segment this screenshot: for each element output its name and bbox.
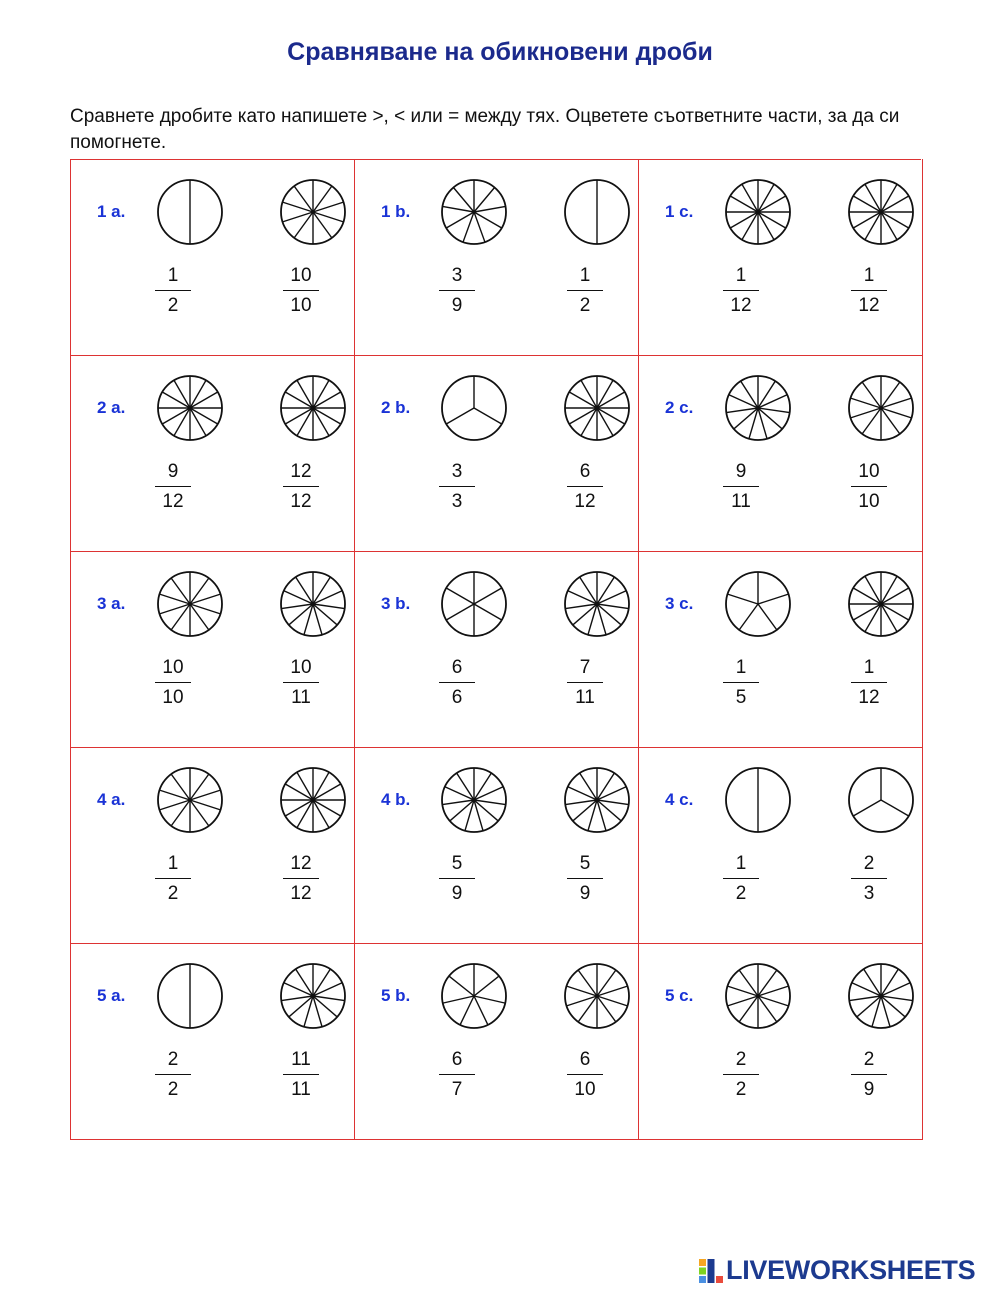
- numerator: 3: [451, 461, 463, 482]
- exercise-cell: [638, 159, 923, 356]
- denominator: 12: [290, 883, 312, 904]
- numerator: 1: [735, 853, 747, 874]
- left-fraction: [148, 657, 198, 709]
- fraction-bar: [155, 486, 191, 487]
- right-fraction: [276, 657, 326, 709]
- fraction-bar: [155, 1074, 191, 1075]
- denominator: 11: [575, 687, 595, 708]
- right-fraction: [844, 461, 894, 513]
- left-circle-svg[interactable]: [724, 962, 792, 1030]
- exercise-label: 3 c.: [665, 594, 694, 613]
- right-circle-svg[interactable]: [847, 374, 915, 442]
- left-fraction: [716, 265, 766, 317]
- fraction-bar: [283, 1074, 319, 1075]
- right-fraction: [276, 1049, 326, 1101]
- exercise-label: 4 a.: [97, 790, 126, 809]
- numerator: 10: [858, 461, 880, 482]
- fraction-bar: [567, 682, 603, 683]
- denominator: 9: [863, 1079, 875, 1100]
- exercise-cell: [70, 551, 355, 748]
- denominator: 2: [167, 1079, 179, 1100]
- right-fraction-circle[interactable]: [279, 570, 347, 638]
- left-circle-svg[interactable]: [156, 570, 224, 638]
- right-fraction: [276, 853, 326, 905]
- fraction-bar: [439, 290, 475, 291]
- fraction-bar: [567, 486, 603, 487]
- numerator: 12: [290, 461, 312, 482]
- exercise-cell: [638, 551, 923, 748]
- denominator: 5: [735, 687, 747, 708]
- instructions: Сравнете дробите като напишете >, < или = между тях. Оцветете съответните части, за да си помогнете.: [70, 106, 900, 153]
- liveworksheets-logo: [698, 1253, 998, 1289]
- left-circle-svg[interactable]: [724, 178, 792, 246]
- right-fraction: [844, 657, 894, 709]
- exercise-cell: [70, 943, 355, 1140]
- left-fraction: [432, 1049, 482, 1101]
- denominator: 12: [730, 295, 752, 316]
- left-fraction-circle[interactable]: [724, 374, 792, 442]
- fraction-bar: [851, 878, 887, 879]
- fraction-bar: [283, 878, 319, 879]
- fraction-bar: [283, 290, 319, 291]
- fraction-bar: [439, 682, 475, 683]
- numerator: 3: [451, 265, 463, 286]
- left-circle-svg[interactable]: [724, 570, 792, 638]
- right-fraction: [844, 853, 894, 905]
- fraction-bar: [723, 1074, 759, 1075]
- exercise-label: 4 c.: [665, 790, 694, 809]
- right-fraction-circle[interactable]: [563, 570, 631, 638]
- right-fraction-circle[interactable]: [847, 766, 915, 834]
- right-circle-svg[interactable]: [563, 962, 631, 1030]
- right-fraction-circle[interactable]: [847, 962, 915, 1030]
- left-fraction-circle[interactable]: [440, 178, 508, 246]
- denominator: 2: [735, 1079, 747, 1100]
- numerator: 1: [863, 265, 875, 286]
- right-fraction-circle[interactable]: [563, 178, 631, 246]
- numerator: 10: [290, 657, 312, 678]
- fraction-bar: [723, 486, 759, 487]
- right-circle-svg[interactable]: [279, 374, 347, 442]
- fraction-bar: [723, 682, 759, 683]
- left-fraction: [148, 1049, 198, 1101]
- numerator: 5: [451, 853, 463, 874]
- denominator: 12: [290, 491, 312, 512]
- denominator: 11: [291, 1079, 311, 1100]
- numerator: 1: [167, 853, 179, 874]
- right-fraction-circle[interactable]: [563, 374, 631, 442]
- left-fraction-circle[interactable]: [724, 766, 792, 834]
- left-circle-svg[interactable]: [440, 570, 508, 638]
- fraction-bar: [439, 1074, 475, 1075]
- right-circle-svg[interactable]: [279, 962, 347, 1030]
- left-fraction-circle[interactable]: [156, 374, 224, 442]
- left-fraction-circle[interactable]: [724, 178, 792, 246]
- denominator: 11: [731, 491, 751, 512]
- fraction-bar: [439, 486, 475, 487]
- left-fraction: [432, 265, 482, 317]
- right-fraction: [560, 1049, 610, 1101]
- left-fraction-circle[interactable]: [156, 766, 224, 834]
- denominator: 9: [451, 295, 463, 316]
- right-circle-svg[interactable]: [563, 766, 631, 834]
- left-fraction: [716, 461, 766, 513]
- denominator: 2: [579, 295, 591, 316]
- denominator: 3: [863, 883, 875, 904]
- left-circle-svg[interactable]: [724, 374, 792, 442]
- left-fraction-circle[interactable]: [156, 962, 224, 1030]
- exercise-label: 3 b.: [381, 594, 411, 613]
- exercise-label: 1 c.: [665, 202, 694, 221]
- right-fraction-circle[interactable]: [279, 374, 347, 442]
- denominator: 10: [574, 1079, 596, 1100]
- denominator: 10: [858, 491, 880, 512]
- left-fraction-circle[interactable]: [440, 374, 508, 442]
- numerator: 10: [162, 657, 184, 678]
- left-circle-svg[interactable]: [440, 766, 508, 834]
- numerator: 6: [451, 1049, 463, 1070]
- numerator: 9: [735, 461, 747, 482]
- exercise-label: 1 b.: [381, 202, 411, 221]
- fraction-bar: [851, 1074, 887, 1075]
- denominator: 9: [451, 883, 463, 904]
- left-circle-svg[interactable]: [156, 766, 224, 834]
- exercise-cell: [354, 159, 639, 356]
- numerator: 1: [863, 657, 875, 678]
- exercise-cell: [638, 747, 923, 944]
- exercise-label: 1 a.: [97, 202, 126, 221]
- denominator: 2: [167, 883, 179, 904]
- left-fraction-circle[interactable]: [440, 766, 508, 834]
- right-circle-svg[interactable]: [847, 962, 915, 1030]
- fraction-bar: [155, 682, 191, 683]
- fraction-bar: [283, 486, 319, 487]
- right-fraction-circle[interactable]: [847, 570, 915, 638]
- exercise-label: 5 b.: [381, 986, 411, 1005]
- fraction-bar: [723, 878, 759, 879]
- left-fraction: [432, 657, 482, 709]
- right-circle-svg[interactable]: [563, 178, 631, 246]
- denominator: 12: [858, 295, 880, 316]
- right-fraction: [844, 1049, 894, 1101]
- right-circle-svg[interactable]: [847, 766, 915, 834]
- numerator: 2: [167, 1049, 179, 1070]
- right-fraction-circle[interactable]: [279, 178, 347, 246]
- fraction-bar: [567, 878, 603, 879]
- left-fraction: [716, 657, 766, 709]
- fraction-bar: [439, 878, 475, 879]
- left-fraction-circle[interactable]: [156, 570, 224, 638]
- right-fraction-circle[interactable]: [563, 962, 631, 1030]
- left-circle-svg[interactable]: [440, 962, 508, 1030]
- exercise-label: 5 a.: [97, 986, 126, 1005]
- numerator: 6: [579, 461, 591, 482]
- exercise-label: 2 c.: [665, 398, 694, 417]
- fraction-bar: [567, 290, 603, 291]
- left-fraction-circle[interactable]: [724, 570, 792, 638]
- left-fraction-circle[interactable]: [156, 178, 224, 246]
- fraction-bar: [155, 878, 191, 879]
- left-circle-svg[interactable]: [724, 766, 792, 834]
- right-fraction: [560, 853, 610, 905]
- denominator: 12: [858, 687, 880, 708]
- exercise-cell: [354, 747, 639, 944]
- exercise-cell: [638, 355, 923, 552]
- right-fraction: [560, 657, 610, 709]
- fraction-bar: [851, 290, 887, 291]
- exercise-label: 2 b.: [381, 398, 411, 417]
- left-fraction: [148, 265, 198, 317]
- exercise-grid: [70, 159, 921, 1140]
- exercise-cell: [70, 355, 355, 552]
- left-circle-svg[interactable]: [156, 962, 224, 1030]
- left-fraction: [148, 853, 198, 905]
- numerator: 9: [167, 461, 179, 482]
- fraction-bar: [851, 486, 887, 487]
- right-circle-svg[interactable]: [279, 766, 347, 834]
- numerator: 5: [579, 853, 591, 874]
- denominator: 7: [451, 1079, 463, 1100]
- denominator: 10: [290, 295, 312, 316]
- right-circle-svg[interactable]: [847, 570, 915, 638]
- right-fraction-circle[interactable]: [847, 178, 915, 246]
- denominator: 12: [162, 491, 184, 512]
- right-circle-svg[interactable]: [279, 570, 347, 638]
- right-circle-svg[interactable]: [563, 570, 631, 638]
- numerator: 2: [863, 1049, 875, 1070]
- right-fraction: [276, 265, 326, 317]
- denominator: 9: [579, 883, 591, 904]
- right-fraction: [560, 265, 610, 317]
- right-fraction: [276, 461, 326, 513]
- right-fraction: [560, 461, 610, 513]
- left-fraction-circle[interactable]: [440, 962, 508, 1030]
- exercise-cell: [354, 355, 639, 552]
- exercise-cell: [70, 747, 355, 944]
- fraction-bar: [567, 1074, 603, 1075]
- numerator: 6: [451, 657, 463, 678]
- left-circle-svg[interactable]: [156, 178, 224, 246]
- exercise-cell: [70, 159, 355, 356]
- exercise-cell: [354, 943, 639, 1140]
- exercise-cell: [354, 551, 639, 748]
- exercise-label: 5 c.: [665, 986, 694, 1005]
- numerator: 7: [579, 657, 591, 678]
- numerator: 1: [579, 265, 591, 286]
- right-fraction-circle[interactable]: [563, 766, 631, 834]
- numerator: 2: [735, 1049, 747, 1070]
- right-fraction-circle[interactable]: [847, 374, 915, 442]
- numerator: 10: [290, 265, 312, 286]
- left-fraction: [432, 461, 482, 513]
- right-circle-svg[interactable]: [847, 178, 915, 246]
- left-fraction-circle[interactable]: [724, 962, 792, 1030]
- denominator: 3: [451, 491, 463, 512]
- numerator: 11: [291, 1049, 311, 1070]
- exercise-label: 2 a.: [97, 398, 126, 417]
- denominator: 2: [167, 295, 179, 316]
- liveworksheets-logo-icon: [698, 1258, 724, 1284]
- exercise-cell: [638, 943, 923, 1140]
- numerator: 2: [863, 853, 875, 874]
- right-fraction-circle[interactable]: [279, 962, 347, 1030]
- numerator: 1: [735, 265, 747, 286]
- numerator: 12: [290, 853, 312, 874]
- right-fraction-circle[interactable]: [279, 766, 347, 834]
- fraction-bar: [283, 682, 319, 683]
- page-title: Сравняване на обикновени дроби: [287, 38, 713, 66]
- left-fraction: [432, 853, 482, 905]
- numerator: 1: [735, 657, 747, 678]
- left-circle-svg[interactable]: [440, 374, 508, 442]
- numerator: 6: [579, 1049, 591, 1070]
- left-circle-svg[interactable]: [156, 374, 224, 442]
- left-fraction: [716, 853, 766, 905]
- left-fraction: [148, 461, 198, 513]
- denominator: 2: [735, 883, 747, 904]
- denominator: 11: [291, 687, 311, 708]
- logo-text: LIVEWORKSHEETS: [726, 1255, 976, 1285]
- left-fraction: [716, 1049, 766, 1101]
- right-circle-svg[interactable]: [563, 374, 631, 442]
- denominator: 6: [451, 687, 463, 708]
- right-circle-svg[interactable]: [279, 178, 347, 246]
- denominator: 10: [162, 687, 184, 708]
- exercise-label: 3 a.: [97, 594, 126, 613]
- right-fraction: [844, 265, 894, 317]
- numerator: 1: [167, 265, 179, 286]
- denominator: 12: [574, 491, 596, 512]
- fraction-bar: [723, 290, 759, 291]
- left-fraction-circle[interactable]: [440, 570, 508, 638]
- exercise-label: 4 b.: [381, 790, 411, 809]
- fraction-bar: [155, 290, 191, 291]
- left-circle-svg[interactable]: [440, 178, 508, 246]
- fraction-bar: [851, 682, 887, 683]
